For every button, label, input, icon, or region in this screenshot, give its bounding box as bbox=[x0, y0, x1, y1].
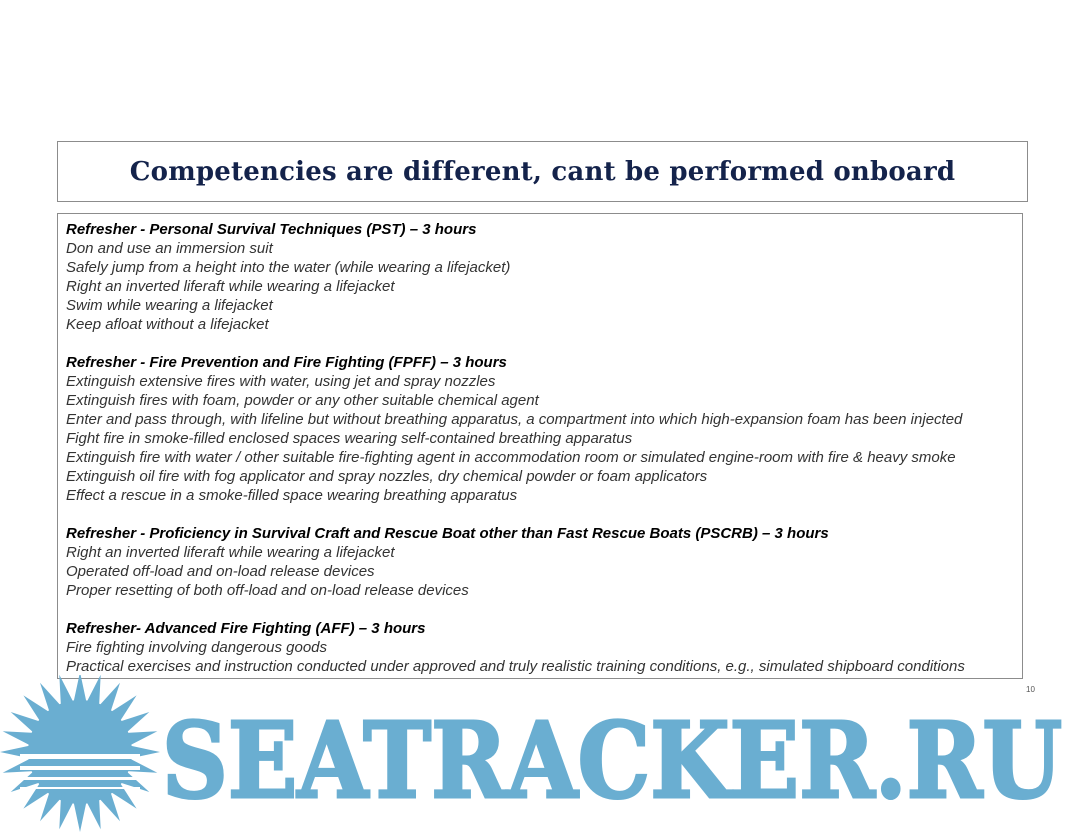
title-box bbox=[57, 141, 1028, 202]
list-item: Extinguish extensive fires with water, using jet and spray nozzles bbox=[66, 373, 496, 390]
list-item: Fight fire in smoke-filled enclosed spaces wearing self-contained breathing apparatus bbox=[66, 430, 633, 447]
section-pscrb bbox=[66, 524, 1014, 600]
section-aff bbox=[66, 619, 1014, 676]
list-item: Right an inverted liferaft while wearing a lifejacket bbox=[66, 544, 395, 561]
list-item: Extinguish fires with foam, powder or any other suitable chemical agent bbox=[66, 392, 539, 409]
list-item: Operated off-load and on-load release devices bbox=[66, 563, 375, 580]
list-item: Safely jump from a height into the water (while wearing a lifejacket) bbox=[66, 259, 511, 276]
list-item: Swim while wearing a lifejacket bbox=[66, 297, 273, 314]
list-item: Practical exercises and instruction conducted under approved and truly realistic training conditions, e.g., simulated shipboard conditions bbox=[66, 658, 965, 675]
section-heading: Refresher - Personal Survival Techniques (PST) – 3 hours bbox=[66, 221, 477, 238]
list-item: Keep afloat without a lifejacket bbox=[66, 316, 269, 333]
section-fpff bbox=[66, 353, 1014, 505]
content-box bbox=[57, 213, 1023, 679]
list-item: Enter and pass through, with lifeline but without breathing apparatus, a compartment into which high-expansion foam has been injected bbox=[66, 411, 963, 428]
watermark-logo bbox=[0, 675, 1080, 834]
list-item: Don and use an immersion suit bbox=[66, 240, 273, 257]
page-number: 10 bbox=[1026, 685, 1035, 694]
sun-icon bbox=[0, 675, 160, 832]
watermark-text: SEATRACKER.RU bbox=[162, 699, 1062, 822]
list-item: Fire fighting involving dangerous goods bbox=[66, 639, 327, 656]
section-heading: Refresher - Fire Prevention and Fire Fighting (FPFF) – 3 hours bbox=[66, 354, 507, 371]
section-heading: Refresher- Advanced Fire Fighting (AFF) – 3 hours bbox=[66, 620, 426, 637]
list-item: Right an inverted liferaft while wearing a lifejacket bbox=[66, 278, 395, 295]
section-heading: Refresher - Proficiency in Survival Craft and Rescue Boat other than Fast Rescue Boats (PSCRB) – 3 hours bbox=[66, 525, 829, 542]
slide-title: Competencies are different, cant be performed onboard bbox=[129, 156, 956, 187]
list-item: Extinguish oil fire with fog applicator and spray nozzles, dry chemical powder or foam applicators bbox=[66, 468, 708, 485]
section-pst bbox=[66, 220, 1014, 334]
list-item: Effect a rescue in a smoke-filled space wearing breathing apparatus bbox=[66, 487, 518, 504]
list-item: Proper resetting of both off-load and on-load release devices bbox=[66, 582, 469, 599]
list-item: Extinguish fire with water / other suitable fire-fighting agent in accommodation room or simulated engine-room with fire & heavy smoke bbox=[66, 449, 956, 466]
